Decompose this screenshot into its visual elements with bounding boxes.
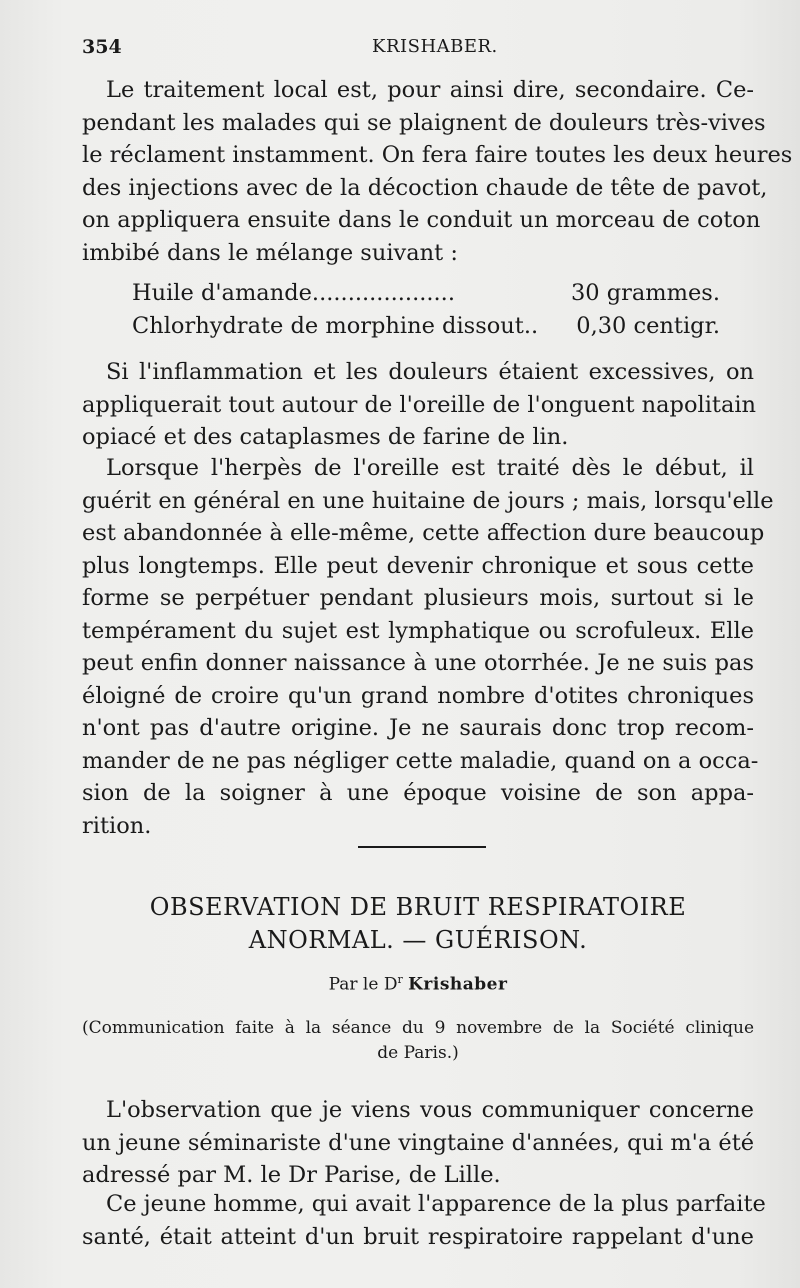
running-head: KRISHABER. — [372, 36, 498, 57]
text-line: santé, était atteint d'un bruit respiratoire rappelant d'une — [82, 1223, 754, 1250]
text-line: n'ont pas d'autre origine. Je ne saurais donc trop recom- — [82, 715, 754, 741]
byline-prefix: Par le D — [328, 974, 398, 995]
text-line: est abandonnée à elle-même, cette affection dure beaucoup — [82, 520, 765, 546]
text-line: imbibé dans le mélange suivant : — [82, 239, 458, 266]
section-divider — [358, 846, 486, 848]
communication-note-line-1: (Communication faite à la séance du 9 novembre de la Société clinique — [82, 1018, 754, 1038]
paragraph-observation — [82, 1094, 754, 1192]
prescription-ingredient: Chlorhydrate de morphine dissout.. — [132, 312, 539, 339]
text-line: éloigné de croire qu'un grand nombre d'otites chroniques — [82, 682, 754, 709]
text-line: Si l'inflammation et les douleurs étaient excessives, on — [106, 359, 754, 385]
page-header — [82, 36, 754, 60]
text-line: Ce jeune homme, qui avait l'apparence de la plus parfaite — [106, 1191, 766, 1217]
text-line: on appliquera ensuite dans le conduit un morceau de coton — [82, 207, 761, 233]
text-line: plus longtemps. Elle peut devenir chronique et sous cette — [82, 552, 754, 579]
prescription-row — [82, 277, 754, 310]
paragraph-patient — [82, 1188, 766, 1253]
text-line: L'observation que je viens vous communiquer concerne — [106, 1097, 754, 1123]
text-line: pendant les malades qui se plaignent de douleurs très-vives — [82, 109, 766, 136]
paragraph-inflammation — [82, 356, 757, 454]
text-line: peut enfin donner naissance à une otorrhée. Je ne suis pas — [82, 650, 754, 676]
communication-note-line-2: de Paris.) — [377, 1043, 459, 1063]
text-line: mander de ne pas négliger cette maladie, quand on a occa- — [82, 747, 759, 774]
paragraph-herpes-course — [82, 452, 774, 842]
page-number: 354 — [82, 36, 122, 58]
article-byline — [82, 973, 754, 995]
article-title-line-1: OBSERVATION DE BRUIT RESPIRATOIRE — [149, 893, 687, 921]
text-line: appliquerait tout autour de l'oreille de l'onguent napolitain — [82, 391, 757, 418]
article-title-line-2: ANORMAL. — GUÉRISON. — [248, 926, 588, 954]
text-line: forme se perpétuer pendant plusieurs mois, surtout si le — [82, 585, 754, 611]
text-line: guérit en général en une huitaine de jours ; mais, lorsqu'elle — [82, 487, 774, 514]
text-line: le réclament instamment. On fera faire toutes les deux heures — [82, 142, 793, 168]
prescription-quantity: 0,30 centigr. — [576, 312, 720, 339]
text-line: Lorsque l'herpès de l'oreille est traité dès le début, il — [106, 455, 754, 481]
author-name: Krishaber — [408, 974, 508, 995]
prescription-row — [82, 310, 754, 343]
prescription-quantity: 30 grammes. — [570, 280, 720, 306]
text-line: rition. — [82, 812, 152, 839]
text-line: Le traitement local est, pour ainsi dire, secondaire. Ce- — [106, 77, 754, 103]
text-line: sion de la soigner à une époque voisine de son appa- — [82, 780, 754, 806]
byline-superscript: r — [397, 973, 403, 986]
text-line: un jeune séminariste d'une vingtaine d'années, qui m'a été — [82, 1129, 755, 1156]
text-line: tempérament du sujet est lymphatique ou scrofuleux. Elle — [82, 617, 754, 644]
text-line: adressé par M. le Dr Parise, de Lille. — [82, 1162, 501, 1188]
paragraph-local-treatment — [82, 74, 793, 269]
text-line: des injections avec de la décoction chaude de tête de pavot, — [82, 174, 768, 201]
prescription — [82, 277, 754, 342]
text-line: opiacé et des cataplasmes de farine de lin. — [82, 424, 569, 450]
prescription-ingredient: Huile d'amande.................... — [132, 280, 455, 306]
